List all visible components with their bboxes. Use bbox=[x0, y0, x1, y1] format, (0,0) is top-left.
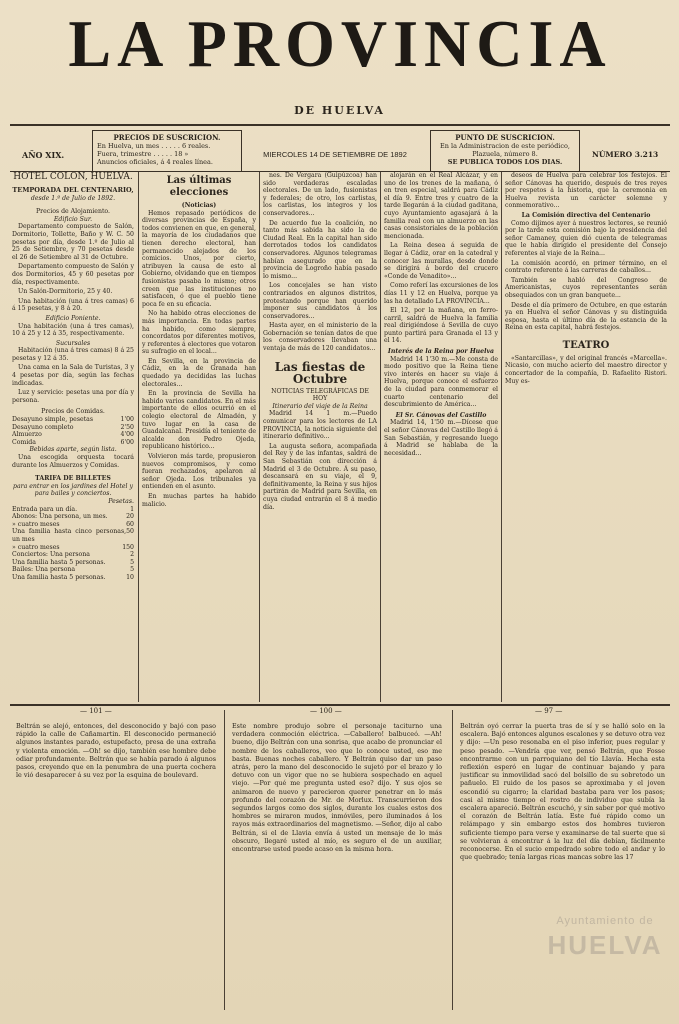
masthead-subtitle: DE HUELVA bbox=[294, 104, 385, 117]
col4-para: El 12, por la mañana, en ferro-carril, saldrá de Huelva la familia real dirigiéndose á Sevilla de cuyo punto partirá para Granada el 13 y el 14. bbox=[384, 307, 498, 345]
folletin-left: Beltrán se alejó, entonces, del desconocido y bajó con paso rápido la calle de Cañamartin. El desconocido permaneció algunos instantes parado, estupefacto, presa de una extraña y violenta emoción. —Oh! se dijo, también ese hombre debe odiar profundamente. Beltrán que se había parado á algunos pasos, creyendo que en la penumbra de una puerta cochera le vió desaparecer á su vez por la esquina de boulevard. bbox=[16, 722, 216, 780]
elecciones-para: Hemos repasado periódicos de diversas provincias de España, y todos convienen en que, en general, la mayoría de los ciudadanos que tienen derecho electoral, han permanecido alejados de los comicios. Unos, por cierto, atribuyen la causa de esto al Gobierno, olvidando que en tiempos fusionistas pasaba lo mismo; otros creen que las instituciones no satisfacen, ó que el pueblo tiene poca fe en su eficacia. bbox=[142, 209, 256, 308]
folletin-middle: Este nombre produjo sobre el personaje taciturno una verdadera conmoción eléctrica. —Caballero! balbuceó. —Ah! bueno, dijo Beltrán con una sonrisa, que acabo de pronunciar el nombre de los caballeros, veo que lo conoce usted, eso me basta. Buenas noches caballero. Y Beltrán quiso dar un paso atrás, pero la mano del desconocido le sujetó por el brazo y lo detuvo con un vigor que no se hubiera sospechado en aquel viejo. —Por qué me pregunta usted eso? dijo. Y sus ojos se animaron de nuevo y parecieron querer penetrar en lo más profundo del corazón de Mr. de Morlux. Transcurrieron dos segundos largos como dos siglos, durante los cuales estos dos hombres se miraron mudos, inmóviles, pero iluminados á los rayos más extraordinarios del magnetismo. —Señor, dijo al cabo Beltrán, si el de Llavia envía á usted un mensaje de lo más obscuro, llegaré usted al mío, es seguro el de un auxiliar, encontrarse usted puede acaso en la misma hora. bbox=[232, 722, 442, 854]
col5-para: Desde el día primero de Octubre, en que estarán ya en Huelva el señor Cánovas y su distinguida esposa, hasta el último día de la estancia de la Reina en esta capital, habrá festejos. bbox=[505, 301, 667, 332]
canovas-heading: El Sr. Cánovas del Castillo bbox=[395, 411, 487, 419]
precios-title: PRECIOS DE SUSCRICION. bbox=[113, 133, 221, 142]
interes-text: Madrid 14 1'30 m.—Me consta de modo positivo que la Reina tiene vivo interés en hacer su viaje á Huelva, porque conoce el esfuerzo de la ciudad para conmemorar el cuarto centenario del descubrimiento de América... bbox=[384, 355, 498, 409]
tarifa-price: 60 bbox=[126, 520, 134, 528]
elecciones-noticias: (Noticias) bbox=[181, 202, 217, 209]
precios-alojamiento: Precios de Alojamiento. bbox=[35, 208, 111, 216]
edificio-poniente: Edificio Poniente. bbox=[45, 314, 101, 322]
comida-row bbox=[12, 431, 134, 439]
noticias-hoy: NOTICIAS TELEGRÁFICAS DE HOY bbox=[271, 387, 369, 403]
col5-para: También se habló del Congreso de Americanistas, cuyos representantes serán obsequiados con un gran banquete... bbox=[505, 276, 667, 299]
col5-para: Como dijimos ayer á nuestros lectores, se reunió por la tarde esta comisión bajo la presidencia del señor Camaney, quien dió cuenta de telegramas que le había dirigido el presidente del Consejo referentes al viaje de la Reina... bbox=[505, 219, 667, 257]
elecciones-para: En Sevilla, en la provincia de Cádiz, en la de Granada han quedado ya decididas las luchas electorales... bbox=[142, 357, 256, 388]
precios-box bbox=[92, 130, 242, 172]
punto-line-2: Plazuela, número 8. bbox=[472, 150, 538, 158]
column-divider bbox=[380, 172, 381, 702]
column-divider bbox=[501, 172, 502, 702]
tarifa-row bbox=[12, 544, 134, 552]
column-comision bbox=[505, 172, 667, 702]
archive-watermark-line-2: HUELVA bbox=[547, 930, 663, 960]
page-number-right: — 97 — bbox=[535, 707, 563, 715]
tarifa-name: Una familia hasta 5 personas. bbox=[12, 558, 106, 566]
tarifa-row bbox=[12, 559, 134, 567]
sucursales-text-2: Una cama en la Sala de Turistas, 3 y 4 pesetas por día, según las fechas indicadas. bbox=[12, 364, 134, 387]
col4-para: alojarán en el Real Alcázar, y en uno de los trenes de la mañana, ó en tren especial, saldrá para Cádiz el día 9. Entre tres y cuatro de la tarde llegarán á la ciudad gaditana, cuyo Ayuntamiento agasajará á la familia real con un almuerzo en las casas consistoriales de la población mencionada. bbox=[384, 172, 498, 240]
comida-name: Almuerzo bbox=[12, 431, 42, 439]
col3-para: nes. De Vergara (Guipúzcoa) han sido verdaderas escaladas electorales. De un lado, fusionistas y federales; de otro, los carlistas, los carlistas, los integros y los conservadores... bbox=[263, 172, 377, 217]
punto-line-1: En la Administracion de este periódico, bbox=[440, 142, 570, 150]
hotel-title: HOTEL COLON, HUELVA. bbox=[13, 172, 133, 182]
tarifa-price: 2 bbox=[130, 551, 134, 559]
sucursales-text-3: Luz y servicio: pesetas una por día y persona. bbox=[12, 389, 134, 404]
tarifa-name: » cuatro meses bbox=[12, 543, 60, 551]
col4-para: Como referí las excursiones de los días 11 y 12 en Huelva, porque ya las ha detallado LA PROVINCIA... bbox=[384, 282, 498, 305]
bebidas-note: Bebidas aparte, según lista. bbox=[29, 446, 117, 454]
tarifa-name: Una familia hasta 5 personas. bbox=[12, 573, 106, 581]
comida-name: Desayuno simple, pesetas bbox=[12, 416, 94, 424]
comida-price: 4'00 bbox=[120, 431, 134, 439]
punto-box bbox=[430, 130, 580, 172]
tarifa-row bbox=[12, 506, 134, 514]
folletin-rule bbox=[10, 704, 670, 706]
edificio-sur: Edificio Sur. bbox=[53, 215, 93, 223]
column-elecciones bbox=[142, 172, 256, 702]
fiestas-title: Las fiestas de Octubre bbox=[274, 359, 366, 386]
header-rule-top bbox=[10, 124, 670, 126]
tarifa-row bbox=[12, 513, 134, 521]
precios-line-1: En Huelva, un mes . . . . . 6 reales. bbox=[97, 142, 211, 150]
tarifa-name: Bailes: Una persona bbox=[12, 566, 76, 574]
comida-price: 6'00 bbox=[120, 438, 134, 446]
page-number-left: — 101 — bbox=[80, 707, 112, 715]
comida-row bbox=[12, 424, 134, 432]
column-divider bbox=[138, 172, 139, 702]
precios-line-3: Anuncios oficiales, á 4 reales línea. bbox=[97, 158, 213, 166]
itinerario-heading: Itinerario del viaje de la Reina bbox=[272, 402, 368, 410]
temporada-desde: desde 1.º de Julio de 1892. bbox=[30, 194, 116, 202]
comida-row bbox=[12, 439, 134, 447]
precios-line-2: Fuera, trimestre . . . . . 18 » bbox=[97, 150, 189, 158]
tarifa-price: 50 bbox=[126, 528, 134, 536]
col3-para: Los concejales se han visto contrariados en algunos distritos, protestando porque han querido imponer sus candidatos á los conservadores... bbox=[263, 282, 377, 320]
sucursales-text-1: Habitación (una á tres camas) 8 á 25 pesetas y 12 á 35. bbox=[12, 347, 134, 362]
sur-text-1: Departamento compuesto de Salón, Dormitorio, Tollette, Baño y W. C. 50 pesetas por día, desde 1.º de Julio al 25 de Setiembre, y 70 pesetas desde el 26 de Setiembre al 31 de Octubre. bbox=[12, 223, 134, 261]
comida-name: Desayuno completo bbox=[12, 423, 74, 431]
tarifa-row bbox=[12, 528, 134, 543]
sur-text-3: Un Salón-Dormitorio, 25 y 40. bbox=[18, 288, 113, 296]
comida-row bbox=[12, 416, 134, 424]
tarifa-row bbox=[12, 566, 134, 574]
folletin-right: Beltrán oyó cerrar la puerta tras de sí y se halló solo en la escalera. Bajó entonces algunos escalones y se detuvo otra vez y dijo: —Un peso resonaba en el piso inferior, pues regular y peso pesado. —Vendría que ver, pensó Beltrán, que Fosse encontrarme con un parroquiano del tío Llavía. Hecha esta reflexión esperó en lugar de continuar bajando y para justificar su inmovilidad sacó del bolsillo de su sobretodo un pañuelo. El ruido de los pasos se aproximaba y el joven escondió su cigarro; la claridad bastaba para ver los pasos; casi al mismo tiempo el rostro de individuo que subía la escalera apareció. Beltrán escuchó, y sin saber por qué motivo el corazón de Beltrán latía. Este fué rápido como un relámpago y sin embargo estos dos hombres tuvieron suficiente tiempo para verse y examinarse de tal suerte que si se volvieran á encontrar á la luz del día debían, fácilmente reconocerse. En el sucio empedrado sobre todo el andar y lo que quebrado; tenía largas ricas mancas sobre las 17 bbox=[460, 722, 665, 862]
tarifa-row bbox=[12, 521, 134, 529]
punto-title: PUNTO DE SUSCRICION. bbox=[455, 133, 555, 142]
tarifa-price: 150 bbox=[122, 543, 134, 551]
tarifa-name: Entrada para un día. bbox=[12, 505, 78, 513]
column-reina bbox=[384, 172, 498, 702]
comida-price: 2'50 bbox=[120, 423, 134, 431]
comision-heading: La Comisión directiva del Centenario bbox=[521, 211, 651, 219]
canovas-text: Madrid 14, 1'50 m.—Dícese que el señor Cánovas del Castillo llegó á San Sebastián, y regresando luego á Madrid se hablaba de la necesidad... bbox=[384, 419, 498, 457]
elecciones-para: En la provincia de Sevilla ha habido varios candidatos. En el más importante de ellos ocurrió en el colegio electoral de Almadén, y tuvo lugar en la casa de Guadalcanal. Presidía el teniente de alcalde don Pedro Ojeda, republicano histórico... bbox=[142, 390, 256, 451]
comidas-note: Una escogida orquesta tocará durante los Almuerzos y Comidas. bbox=[12, 454, 134, 469]
sur-text-4: Una habitación (una á tres camas) 6 á 15 pesetas, y 8 á 20. bbox=[12, 297, 134, 313]
tarifa-row bbox=[12, 574, 134, 582]
temporada: TEMPORADA DEL CENTENARIO, bbox=[12, 186, 134, 194]
interes-heading: Interés de la Reina por Huelva bbox=[387, 348, 495, 356]
col4-para: La Reina desea á seguida de llegar á Cádiz, orar en la catedral y conocer las murallas, desde donde se dirigirá á bordo del crucero «Conde de Venadito»... bbox=[384, 242, 498, 280]
col5-para: La comisión acordó, en primer término, en el contrato referente á las carreras de caballos... bbox=[505, 259, 667, 275]
tarifa-name: » cuatro meses bbox=[12, 520, 60, 528]
tarifa-price: 10 bbox=[126, 573, 134, 581]
itinerario-text-2: La augusta señora, acompañada del Rey y de las infantas, saldrá de San Sebastián con dirección á Madrid el 3 de Octubre. Á su paso, descansará en su viaje, el 9, definitivamente, la Reina y sus hijos partirán de Madrid para Sevilla, en cuya ciudad entrarán el 8 á medio día. bbox=[263, 442, 377, 511]
folletin-divider bbox=[224, 710, 225, 1010]
page-number-middle: — 100 — bbox=[310, 707, 342, 715]
poniente-text: Una habitación (una á tres camas), 10 á 25 y 12 á 35, respectivamente. bbox=[12, 322, 134, 338]
tarifa-name: Abonos: Una persona, un mes. bbox=[12, 513, 108, 521]
tarifa-price: 5 bbox=[130, 566, 134, 574]
folletin-divider bbox=[452, 710, 453, 1010]
tarifa-title: TARIFA DE BILLETES bbox=[35, 475, 111, 483]
col5-para: deseos de Huelva para celebrar los festejos. El señor Cánovas ha querido, después de tres reyes por respetos á la historia, que la ceremonia en Huelva revista un carácter solemne y conmemorativo... bbox=[505, 172, 667, 210]
comida-price: 1'00 bbox=[120, 416, 134, 424]
tarifa-price: 1 bbox=[130, 505, 134, 513]
tarifa-name: Una familia hasta cinco personas, un mes bbox=[12, 528, 127, 543]
teatro-text: «Santarcillas», y del original francés «Marcella». Nicasio, con mucho acierto del maestro director y concertador de la compañía, D. Rafaelito Ristori. Muy es- bbox=[505, 354, 667, 385]
itinerario-text-1: Madrid 14 1 m.—Puedo comunicar para los lectores de LA PROVINCIA, la noticia siguiente del itinerario definitivo... bbox=[263, 410, 377, 441]
publica-label: SE PUBLICA TODOS LOS DIAS. bbox=[447, 158, 563, 166]
masthead-title: LA PROVINCIA bbox=[68, 6, 612, 81]
elecciones-title: Las últimas elecciones bbox=[166, 175, 232, 198]
teatro-heading: TEATRO bbox=[562, 339, 610, 351]
column-divider bbox=[259, 172, 260, 702]
comida-name: Comida bbox=[12, 438, 36, 446]
archive-watermark-line-1: Ayuntamiento de bbox=[556, 915, 654, 927]
year-label: AÑO XIX. bbox=[22, 150, 65, 160]
column-hotel bbox=[12, 172, 134, 702]
tarifa-subtitle: para entrar en los jardines del Hotel y para bailes y conciertos. bbox=[12, 482, 133, 498]
sur-text-2: Departamento compuesto de Salón y dos Dormitorios, 45 y 60 pesetas por día, respectivamente. bbox=[12, 263, 134, 286]
tarifa-price: 5 bbox=[130, 558, 134, 566]
col3-para: De acuerdo fue la coalición, no tanto más sabida ha sido la de Ciudad Real. En la capital han sido derrotados todos los candidatos conservadores. Algunos telegramas habían asegurado que en la provincia de Logroño había pasado lo mismo... bbox=[263, 219, 377, 280]
issue-number: NÚMERO 3.213 bbox=[592, 150, 659, 159]
pesetas-label: Pesetas. bbox=[108, 497, 134, 505]
col3-para: Hasta ayer, en el ministerio de la Gobernación se tenían datos de que los conservadores llevaban una ventaja de más de 120 candidatos... bbox=[263, 322, 377, 353]
tarifa-name: Conciertos: Una persona bbox=[12, 551, 90, 559]
issue-date: MIERCOLES 14 DE SETIEMBRE DE 1892 bbox=[263, 150, 407, 159]
elecciones-para: Volvieron más tarde, propusieron nuevos compromisos, y como fueran rechazados, apelaron al señor Ojeda. Los tribunales ya entienden en el asunto. bbox=[142, 453, 256, 491]
sucursales: Sucursales bbox=[55, 339, 91, 347]
tarifa-row bbox=[12, 551, 134, 559]
column-fiestas bbox=[263, 172, 377, 702]
tarifa-price: 20 bbox=[126, 513, 134, 521]
precios-comidas: Precios de Comidas. bbox=[41, 408, 105, 416]
elecciones-para: No ha habido otras elecciones de más importancia. En todas partes ha habido, como siempre, concordatos por diferentes motivos, y referentes á electores que votaron su sufragio en el local... bbox=[142, 310, 256, 356]
elecciones-para: En muchas partes ha habido malicio. bbox=[142, 492, 256, 508]
